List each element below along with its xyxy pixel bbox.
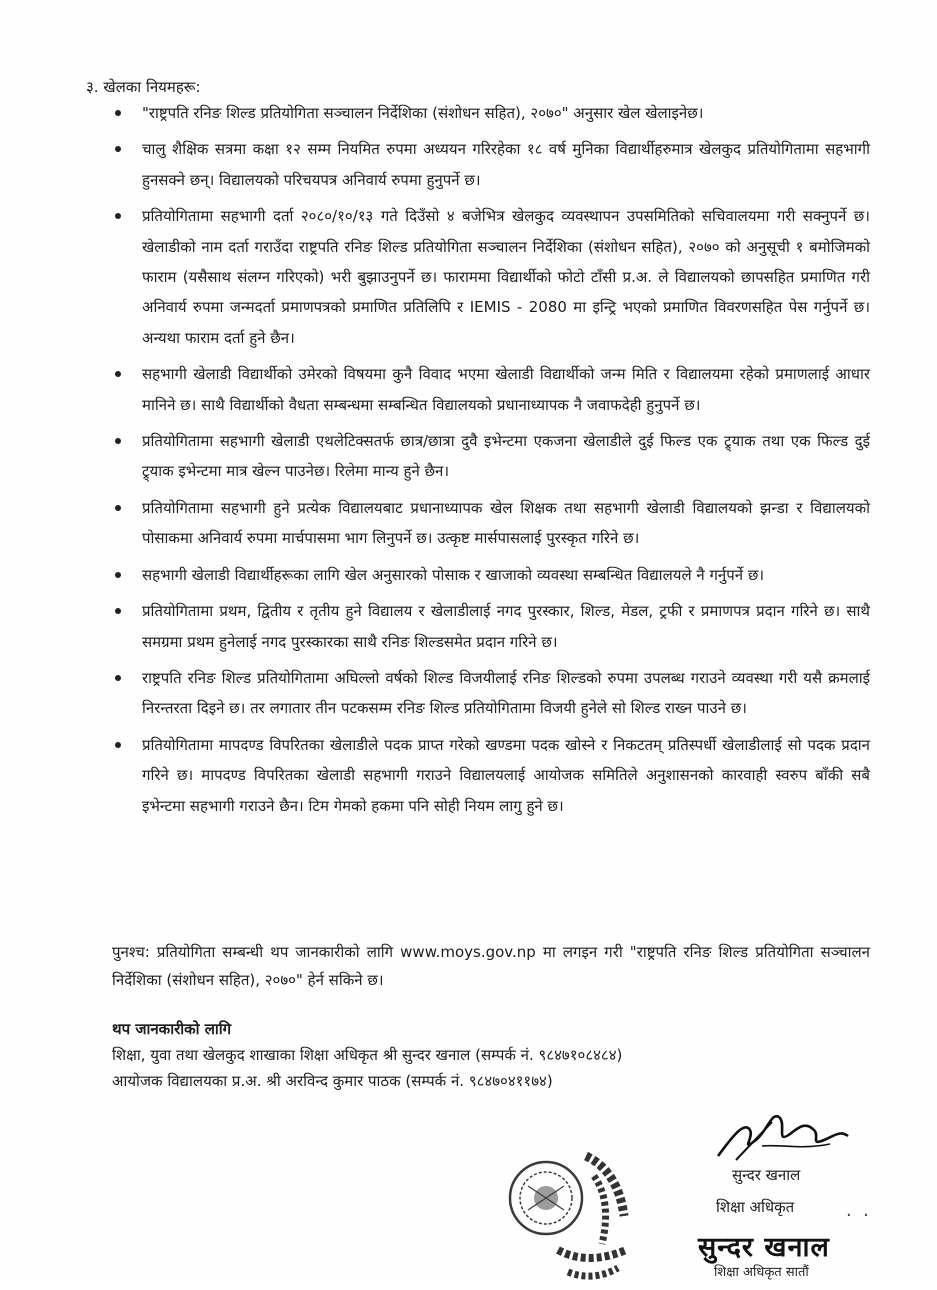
contact-heading: थप जानकारीको लागि	[112, 1020, 232, 1038]
bullet-icon	[115, 371, 121, 377]
signature-block	[690, 1100, 930, 1280]
section-heading: ३. खेलका नियमहरू:	[86, 78, 201, 96]
rule-item	[112, 359, 870, 420]
bullet-icon	[115, 608, 121, 614]
school-seal	[498, 1146, 648, 1286]
stamp-name: सुन्दर खनाल	[698, 1232, 830, 1263]
trailing-dots: . .	[846, 1200, 869, 1221]
contact-block	[112, 1016, 872, 1094]
bullet-icon	[115, 505, 121, 511]
rule-text: प्रतियोगितामा प्रथम, द्वितीय र तृतीय हुने विद्यालय र खेलाडीलाई नगद पुरस्कार, शिल्ड, मेडल, ट्रफी र प्रमाणपत्र प्रदान गरिने छ। साथै समग्रमा प्रथम हुनेलाई नगद पुरस्कारका साथै रनिङ शिल्डसमेत प्रदान गरिने छ।	[142, 602, 870, 651]
rule-item	[112, 730, 870, 821]
rules-list	[112, 98, 870, 827]
rule-item	[112, 493, 870, 554]
rule-item	[112, 596, 870, 657]
rule-text: प्रतियोगितामा सहभागी खेलाडी एथलेटिक्सतर्फ छात्र/छात्रा दुवै इभेन्टमा एकजना खेलाडीले दुई फिल्ड एक ट्र्याक तथा एक फिल्ड दुई ट्र्याक इभेन्टमा मात्र खेल्न पाउनेछ। रिलेमा मान्य हुने छैन।	[142, 432, 870, 481]
bullet-icon	[115, 572, 121, 578]
rule-text: प्रतियोगितामा मापदण्ड विपरितका खेलाडीले पदक प्राप्त गरेको खण्डमा पदक खोस्ने र निकटतम् प्रतिस्पर्धी खेलाडीलाई सो पदक प्रदान गरिने छ। मापदण्ड विपरितका खेलाडी सहभागी गराउने विद्यालयलाई आयोजक समितिले अनुशासनको कारवाही स्वरुप बाँकी सबै इभेन्टमा सहभागी गराउने छैन। टिम गेमको हकमा पनि सोही नियम लागु हुने छ।	[142, 735, 870, 815]
postscript: पुनश्च: प्रतियोगिता सम्बन्धी थप जानकारीको लागि www.moys.gov.np मा लगइन गरी "राष्ट्रपति रनिङ शिल्ड प्रतियोगिता सञ्चालन निर्देशिका (संशोधन सहित), २०७०" हेर्न सकिने छ।	[112, 943, 870, 989]
rule-item	[112, 426, 870, 487]
seal-icon	[498, 1146, 648, 1286]
signatory-name: सुन्दर खनाल	[732, 1166, 801, 1184]
bullet-icon	[115, 438, 121, 444]
bullet-icon	[115, 675, 121, 681]
rule-text: प्रतियोगितामा सहभागी दर्ता २०८०/१०/१३ गते दिउँसो ४ बजेभित्र खेलकुद व्यवस्थापन उपसमितिको सचिवालयमा गरी सक्नुपर्ने छ। खेलाडीको नाम दर्ता गराउँदा राष्ट्रपति रनिङ शिल्ड प्रतियोगिता सञ्चालन निर्देशिका (संशोधन सहित), २०७० को अनुसूची १ बमोजिमको फाराम (यसैसाथ संलग्न गरिएको) भरी बुझाउनुपर्ने छ। फाराममा विद्यार्थीको फोटो टाँसी प्र.अ. ले विद्यालयको छापसहित प्रमाणित गरी अनिवार्य रुपमा जन्मदर्ता प्रमाणपत्रको प्रमाणित प्रतिलिपि र IEMIS - 2080 मा इन्ट्रि भएको प्रमाणित विवरणसहित पेस गर्नुपर्ने छ। अन्यथा फाराम दर्ता हुने छैन।	[142, 207, 870, 347]
bullet-icon	[115, 110, 121, 116]
rule-item	[112, 98, 870, 128]
bullet-icon	[115, 213, 121, 219]
rule-text: सहभागी खेलाडी विद्यार्थीहरूका लागि खेल अनुसारको पोसाक र खाजाको व्यवस्था सम्बन्धित विद्यालयले नै गर्नुपर्ने छ।	[142, 565, 765, 584]
rule-text: सहभागी खेलाडी विद्यार्थीको उमेरको विषयमा कुनै विवाद भएमा खेलाडी विद्यार्थीको जन्म मिति र विद्यालयमा रहेको प्रमाणलाई आधार मानिने छ। साथै विद्यार्थीको वैधता सम्बन्धमा सम्बन्धित विद्यालयको प्रधानाध्यापक नै जवाफदेही हुनुपर्ने छ।	[142, 365, 870, 414]
rule-text: "राष्ट्रपति रनिङ शिल्ड प्रतियोगिता सञ्चालन निर्देशिका (संशोधन सहित), २०७०" अनुसार खेल खेलाइनेछ।	[142, 104, 704, 122]
rule-text: प्रतियोगितामा सहभागी हुने प्रत्येक विद्यालयबाट प्रधानाध्यापक खेल शिक्षक तथा सहभागी खेलाडी विद्यालयको झन्डा र विद्यालयको पोसाकमा अनिवार्य रुपमा मार्चपासमा भाग लिनुपर्ने छ। उत्कृष्ट मार्सपासलाई पुरस्कृत गरिने छ।	[142, 498, 870, 548]
signatory-title: शिक्षा अधिकृत	[716, 1198, 795, 1216]
contact-line: शिक्षा, युवा तथा खेलकुद शाखाका शिक्षा अधिकृत श्री सुन्दर खनाल (सम्पर्क नं. ९८४७१०८४८४)	[112, 1046, 623, 1064]
bullet-icon	[115, 146, 121, 152]
handwritten-signature	[710, 1100, 870, 1170]
rule-item	[112, 134, 870, 195]
rule-item	[112, 663, 870, 724]
stamp-subtitle: शिक्षा अधिकृत सातौं	[714, 1265, 809, 1280]
rule-text: चालु शैक्षिक सत्रमा कक्षा १२ सम्म नियमित रुपमा अध्ययन गरिरहेका १८ वर्ष मुनिका विद्यार्थीहरुमात्र खेलकुद प्रतियोगितामा सहभागी हुनसक्ने छन्। विद्यालयको परिचयपत्र अनिवार्य रुपमा हुनुपर्ने छ।	[142, 140, 870, 189]
rule-item	[112, 560, 870, 590]
rule-item	[112, 201, 870, 353]
contact-line: आयोजक विद्यालयका प्र.अ. श्री अरविन्द कुमार पाठक (सम्पर्क नं. ९८४७०४११७४)	[112, 1072, 553, 1090]
bullet-icon	[115, 742, 121, 748]
rule-text: राष्ट्रपति रनिङ शिल्ड प्रतियोगितामा अघिल्लो वर्षको शिल्ड विजयीलाई रनिङ शिल्डको रुपमा उपलब्ध गराउने व्यवस्था गरी यसै क्रमलाई निरन्तरता दिइने छ। तर लगातार तीन पटकसम्म रनिङ शिल्ड प्रतियोगितामा विजयी हुनेले सो शिल्ड राख्न पाउने छ।	[142, 668, 870, 718]
